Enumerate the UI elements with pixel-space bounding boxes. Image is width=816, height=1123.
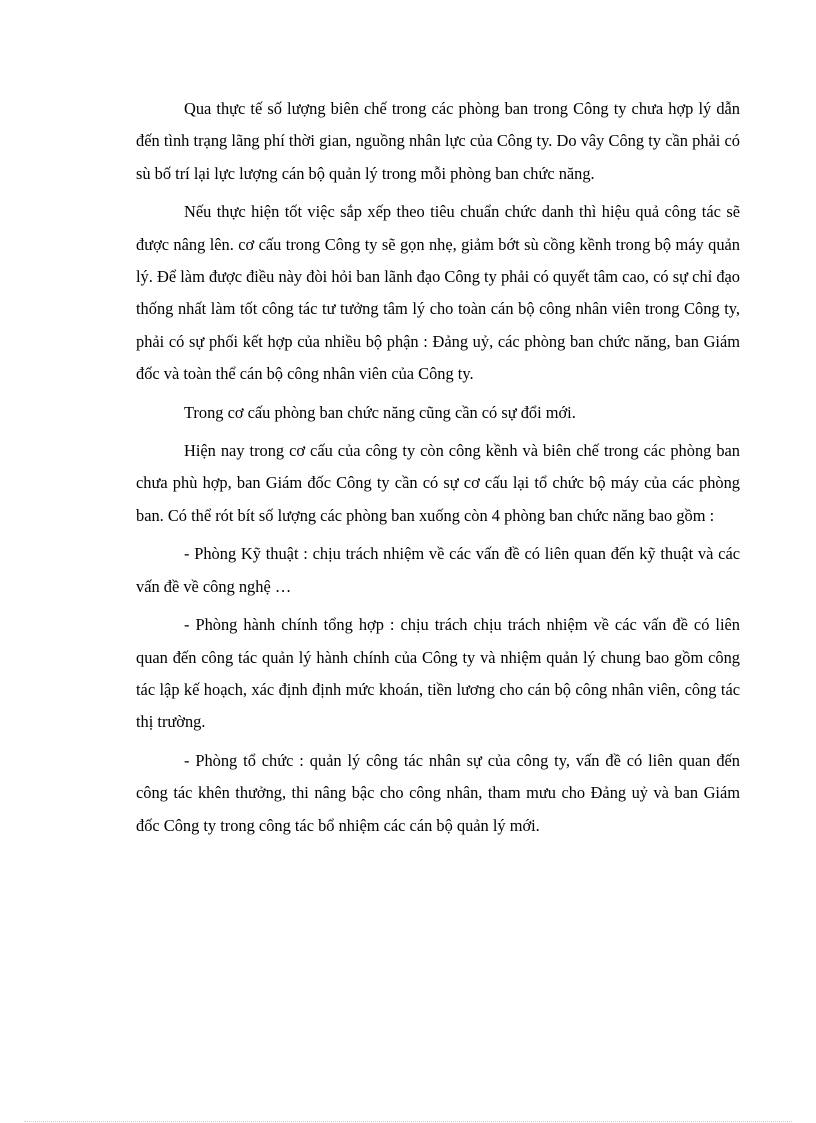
- paragraph-current-structure: Hiện nay trong cơ cấu của công ty còn công kềnh và biên chế trong các phòng ban chưa phù hợp, ban Giám đốc Công ty cần có sự cơ cấu lại tổ chức bộ máy của các phòng ban. Có thể rót bít số lượng các phòng ban xuống còn 4 phòng ban chức năng bao gồm :: [136, 441, 740, 525]
- page-bottom-divider: [24, 1121, 792, 1122]
- list-item-organization-dept: - Phòng tổ chức : quản lý công tác nhân sự của công ty, vấn đề có liên quan đến công tác khên thưởng, thi nâng bậc cho công nhân, tham mưu cho Đảng uỷ và ban Giám đốc Công ty trong công tác bổ nhiệm các cán bộ quản lý mới.: [136, 750, 740, 835]
- paragraph-reorganization-benefits: Nếu thực hiện tốt việc sắp xếp theo tiêu chuẩn chức danh thì hiệu quả công tác sẽ được nâng lên. cơ cấu trong Công ty sẽ gọn nhẹ, giảm bớt sù cồng kềnh trong bộ máy quản lý. Để làm được điều này đòi hỏi ban lãnh đạo Công ty phải có quyết tâm cao, có sự chỉ đạo thống nhất làm tốt công tác tư tưởng tâm lý cho toàn cán bộ công nhân viên trong Công ty, phải có sự phối kết hợp của nhiều bộ phận : Đảng uỷ, các phòng ban chức năng, ban Giám đốc và toàn thể cán bộ công nhân viên của Công ty.: [136, 202, 740, 384]
- paragraph-staffing-issue: Qua thực tế số lượng biên chế trong các phòng ban trong Công ty chưa hợp lý dẫn đến tình trạng lãng phí thời gian, nguồng nhân lực của Công ty. Do vây Công ty cần phải có sù bố trí lại lực lượng cán bộ quản lý trong mỗi phòng ban chức năng.: [136, 99, 740, 183]
- paragraph-structure-renewal: Trong cơ cấu phòng ban chức năng cũng cần có sự đổi mới.: [184, 402, 576, 422]
- document-page: [136, 93, 740, 848]
- list-item-technical-dept: - Phòng Kỹ thuật : chịu trách nhiệm về các vấn đề có liên quan đến kỹ thuật và các vấn đề về công nghệ …: [136, 544, 740, 596]
- list-item-admin-dept: - Phòng hành chính tổng hợp : chịu trách chịu trách nhiệm về các vấn đề có liên quan đến công tác quản lý hành chính của Công ty và nhiệm quản lý chung bao gồm công tác lập kế hoạch, xác định định mức khoán, tiền lương cho cán bộ công nhân viên, công tác thị trường.: [136, 615, 740, 732]
